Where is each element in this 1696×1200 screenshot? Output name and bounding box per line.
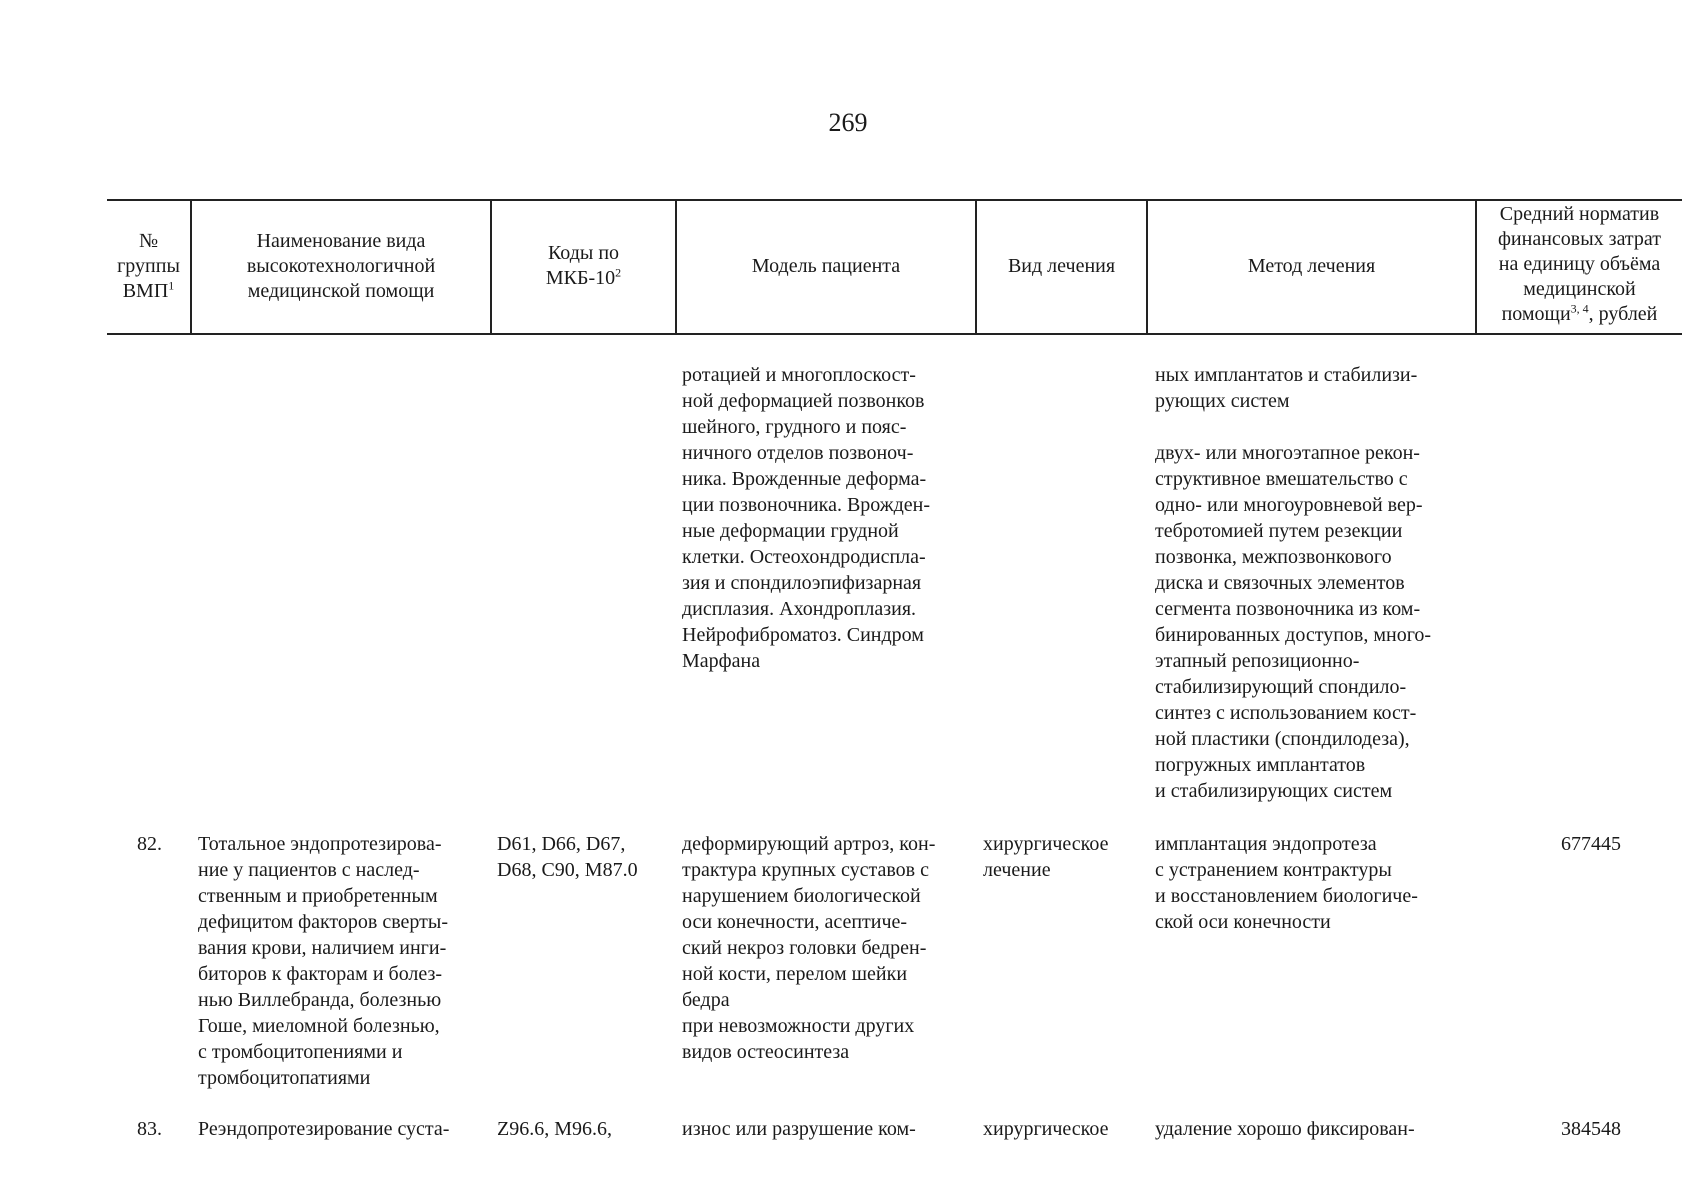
row-83-treatment-method: удаление хорошо фиксирован-	[1155, 1118, 1415, 1140]
header-group-number: № группы ВМП$^1$	[117, 229, 180, 302]
row-82-number: 82.	[137, 833, 162, 855]
row-83-vmp-name: Реэндопротезирование суста-	[198, 1118, 450, 1140]
header-patient-model: Модель пациента	[751, 254, 901, 277]
row-82-average-cost: 677445	[1561, 833, 1621, 855]
page-number: 269	[828, 108, 868, 137]
row-82-treatment-type: хирургическое лечение	[983, 833, 1109, 881]
row-82-vmp-name: Тотальное эндопротезирова- ние у пациентов с наслед- ственным и приобретенным дефицитом факторов сверты- вания крови, наличием инги- биторов к факторам и болез- нью Виллебранда, болезнью Гоше, миеломной болезнью, с тромбоцитопениями и тромбоцитопатиями	[198, 833, 448, 1089]
continuation-patient-model: ротацией и многоплоскост- ной деформацией позвонков шейного, грудного и пояс- ничного отделов позвоноч- ника. Врожденные деформа- ции позвоночника. Врожден- ные деформации грудной клетки. Остеохондродиспла- зия и спондилоэпифизарная дисплазия. Ахондроплазия. Нейрофиброматоз. Синдром Марфана	[682, 364, 931, 672]
row-83-number: 83.	[137, 1118, 162, 1140]
row-82-patient-model: деформирующий артроз, кон- трактура крупных суставов с нарушением биологической оси конечности, асептиче- ский некроз головки бедрен- ной кости, перелом шейки бедра при невозможности других видов остеосинтеза	[682, 833, 936, 1063]
header-icd-codes: Коды по МКБ-$10^2$	[545, 242, 622, 289]
header-treatment-method: Метод лечения	[1247, 254, 1376, 277]
row-83-patient-model: износ или разрушение ком-	[682, 1118, 916, 1140]
header-treatment-type: Вид лечения	[1007, 254, 1116, 277]
row-83-icd-codes: Z96.6, M96.6,	[497, 1118, 612, 1140]
header-vmp-name: Наименование вида высокотехнологичной медицинской помощи	[246, 229, 436, 302]
header-average-cost: Средний норматив финансовых затрат на единицу объёма медицинской помощи$^{3, 4}$, рублей	[1497, 203, 1662, 325]
continuation-treatment-method: ных имплантатов и стабилизи- рующих систем двух- или многоэтапное рекон- структивное вмешательство с одно- или многоуровневой вер- тебротомией путем резекции позвонка, межпозвонкового диска и связочных элементов сегмента позвоночника из ком- бинированных доступов, много- этапный репозиционно- стабилизирующий спондило- синтез с использованием кост- ной пластики (спондилодеза), погружных имплантатов и стабилизирующих систем	[1155, 364, 1432, 802]
row-83-average-cost: 384548	[1561, 1118, 1621, 1140]
row-82-treatment-method: имплантация эндопротеза с устранением контрактуры и восстановлением биологиче- ской оси конечности	[1155, 833, 1418, 933]
row-82-icd-codes: D61, D66, D67, D68, C90, M87.0	[497, 833, 638, 881]
row-83-treatment-type: хирургическое	[983, 1118, 1109, 1140]
